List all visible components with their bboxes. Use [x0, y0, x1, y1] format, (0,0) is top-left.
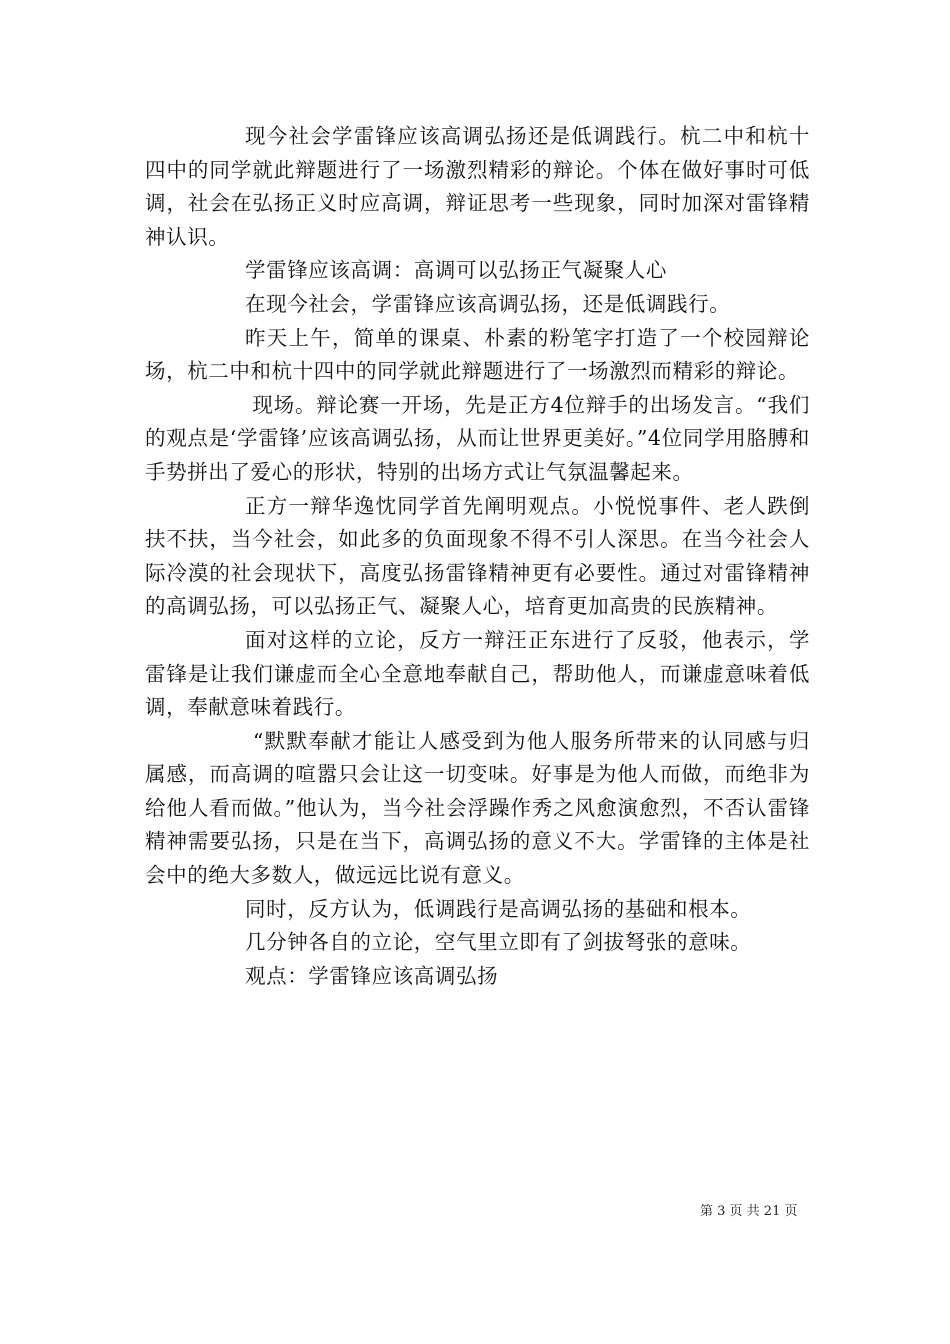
- paragraph: 现今社会学雷锋应该高调弘扬还是低调践行。杭二中和杭十四中的同学就此辩题进行了一场激烈精彩的辩论。个体在做好事时可低调，社会在弘扬正义时应高调，辩证思考一些现象，同时加深对雷锋精神认识。: [145, 124, 810, 249]
- paragraph: “默默奉献才能让人感受到为他人服务所带来的认同感与归属感，而高调的喧嚣只会让这一切变味。好事是为他人而做，而绝非为给他人看而做。”他认为，当今社会浮躁作秀之风愈演愈烈，不否认雷锋精神需要弘扬，只是在当下，高调弘扬的意义不大。学雷锋的主体是社会中的绝大多数人，做远远比说有意义。: [145, 728, 810, 888]
- paragraph: 同时，反方认为，低调践行是高调弘扬的基础和根本。: [245, 896, 752, 921]
- paragraph: 观点：学雷锋应该高调弘扬: [245, 963, 499, 988]
- paragraph: 几分钟各自的立论，空气里立即有了剑拔弩张的意味。: [245, 930, 752, 955]
- paragraph: 现场。辩论赛一开场，先是正方4位辩手的出场发言。“我们的观点是‘学雷锋’应该高调弘扬，从而让世界更美好。”4位同学用胳膊和手势拼出了爱心的形状，特别的出场方式让气氛温馨起来。: [145, 392, 810, 484]
- paragraph: 在现今社会，学雷锋应该高调弘扬，还是低调践行。: [245, 291, 731, 316]
- paragraph: 昨天上午，简单的课桌、朴素的粉笔字打造了一个校园辩论场，杭二中和杭十四中的同学就此辩题进行了一场激烈而精彩的辩论。: [145, 325, 810, 384]
- paragraph: 正方一辩华逸忱同学首先阐明观点。小悦悦事件、老人跌倒扶不扶，当今社会，如此多的负面现象不得不引人深思。在当今社会人际冷漠的社会现状下，高度弘扬雷锋精神更有必要性。通过对雷锋精神的高调弘扬，可以弘扬正气、凝聚人心，培育更加高贵的民族精神。: [145, 493, 810, 619]
- paragraph: 面对这样的立论，反方一辩汪正东进行了反驳，他表示，学雷锋是让我们谦虚而全心全意地奉献自己，帮助他人，而谦虚意味着低调，奉献意味着践行。: [145, 627, 810, 720]
- document-body: [145, 120, 810, 993]
- paragraph: 学雷锋应该高调：高调可以弘扬正气凝聚人心: [245, 258, 667, 283]
- page-number: 第 3 页 共 21 页: [700, 1204, 798, 1219]
